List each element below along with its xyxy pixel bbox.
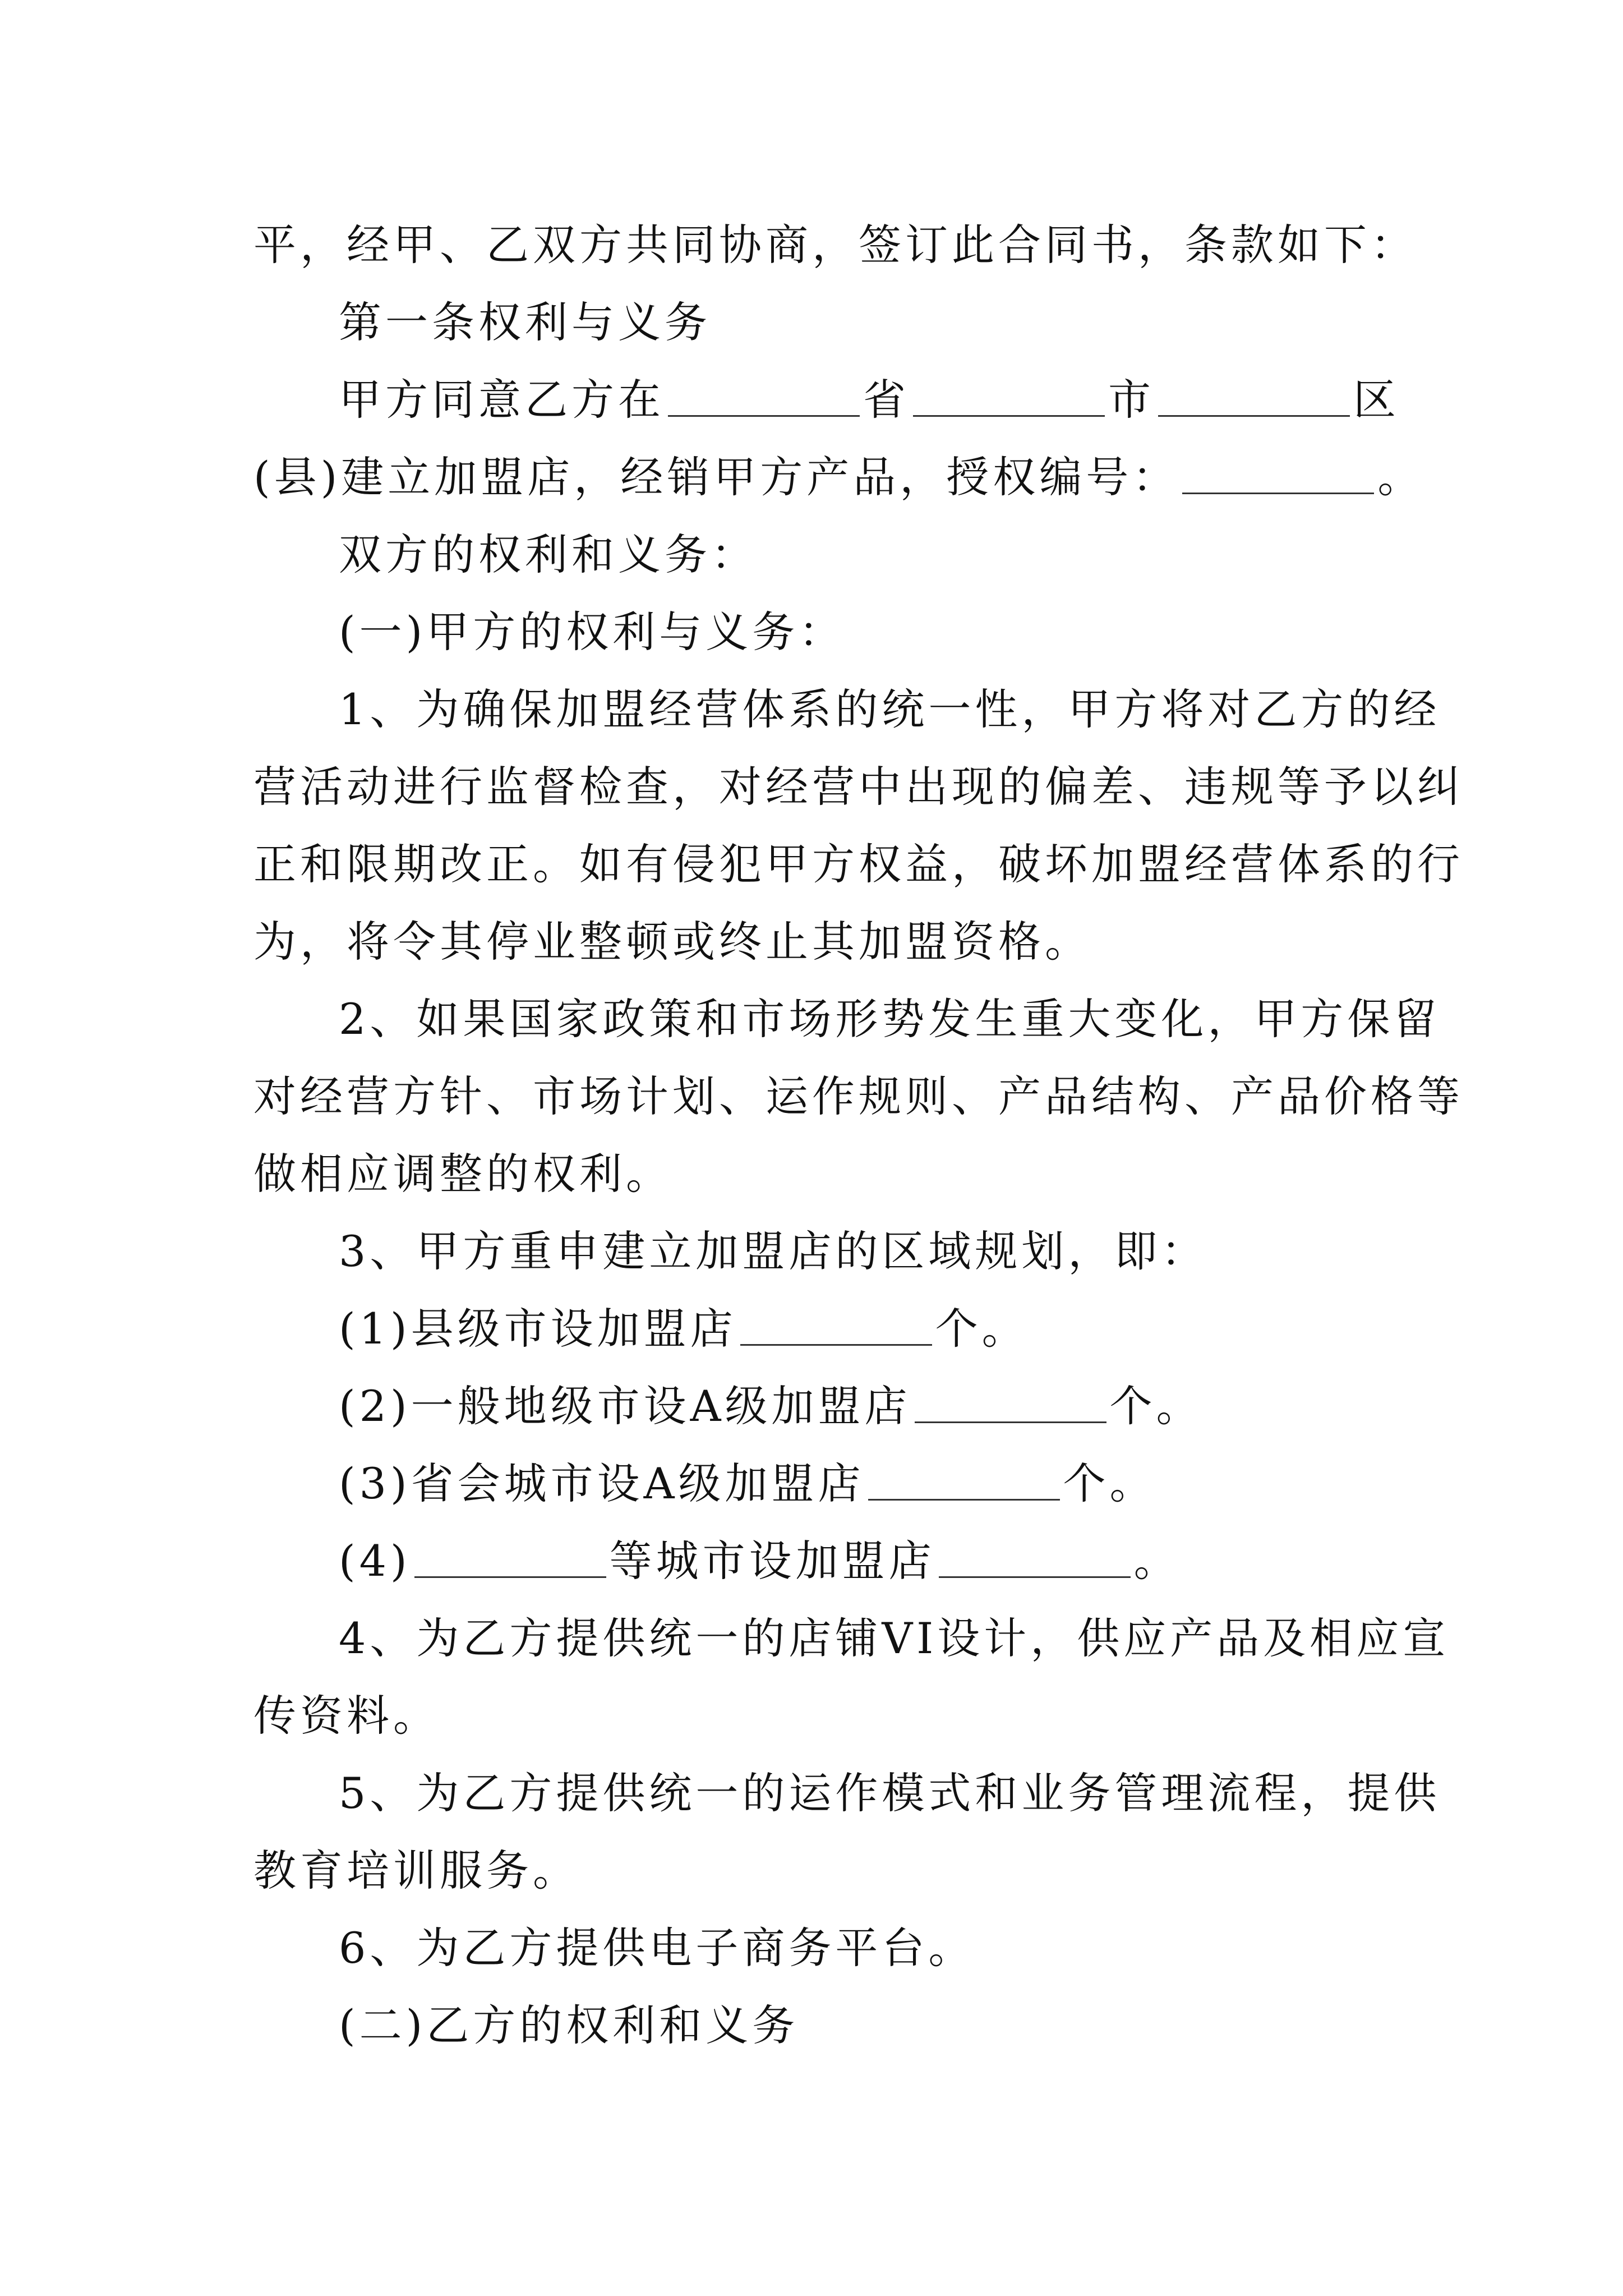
- article-1-heading: 第一条权利与义务: [339, 297, 711, 347]
- territory-grant-clause-line-2: (县)建立加盟店，经销甲方产品，授权编号： 。: [253, 439, 1375, 516]
- clause-4-line: 传资料。: [253, 1691, 440, 1741]
- intro-text-line: 平，经甲、乙双方共同协商，签订此合同书，条款如下：: [253, 220, 1417, 270]
- clause-2-line: 做相应调整的权利。: [253, 1149, 672, 1199]
- territory-grant-clause-line-1: 甲方同意乙方在 省 市 区: [253, 361, 1375, 439]
- contract-body: [253, 206, 1464, 2064]
- clause-1-line: 营活动进行监督检查，对经营中出现的偏差、违规等予以纠: [253, 762, 1464, 812]
- district-blank[interactable]: [1158, 372, 1350, 417]
- clause-5-line: 教育培训服务。: [253, 1846, 579, 1895]
- city-blank[interactable]: [913, 372, 1105, 417]
- authorization-number-blank[interactable]: [1182, 450, 1374, 494]
- clause-2-line: 2、如果国家政策和市场形势发生重大变化，甲方保留: [339, 994, 1441, 1044]
- clause-1-line: 为，将令其停业整顿或终止其加盟资格。: [253, 917, 1091, 967]
- clause-1-line: 1、为确保加盟经营体系的统一性，甲方将对乙方的经: [339, 684, 1441, 734]
- prefecture-store-count-blank[interactable]: [915, 1379, 1106, 1423]
- clause-3-item-2: (2)一般地级市设A级加盟店 个。: [253, 1368, 1375, 1445]
- rights-obligations-heading: 双方的权利和义务：: [339, 530, 758, 579]
- capital-store-count-blank[interactable]: [868, 1456, 1060, 1501]
- clause-4-line: 4、为乙方提供统一的店铺VI设计，供应产品及相应宣: [339, 1613, 1450, 1663]
- tier-store-count-blank[interactable]: [939, 1534, 1131, 1578]
- clause-2-line: 对经营方针、市场计划、运作规则、产品结构、产品价格等: [253, 1071, 1464, 1121]
- clause-5-line: 5、为乙方提供统一的运作模式和业务管理流程，提供: [339, 1768, 1441, 1818]
- county-store-count-blank[interactable]: [740, 1301, 932, 1346]
- party-b-rights-heading: (二)乙方的权利和义务: [339, 2000, 799, 2050]
- city-tier-blank[interactable]: [414, 1534, 606, 1578]
- province-blank[interactable]: [668, 372, 860, 417]
- clause-6: 6、为乙方提供电子商务平台。: [339, 1923, 975, 1973]
- clause-1-line: 正和限期改正。如有侵犯甲方权益，破坏加盟经营体系的行: [253, 839, 1464, 889]
- clause-3-item-3: (3)省会城市设A级加盟店 个。: [253, 1445, 1375, 1522]
- clause-3: 3、甲方重申建立加盟店的区域规划，即：: [339, 1226, 1208, 1276]
- clause-3-item-4: (4) 等城市设加盟店 。: [253, 1522, 1375, 1600]
- clause-3-item-1: (1)县级市设加盟店 个。: [253, 1290, 1375, 1368]
- party-a-rights-heading: (一)甲方的权利与义务：: [339, 607, 846, 657]
